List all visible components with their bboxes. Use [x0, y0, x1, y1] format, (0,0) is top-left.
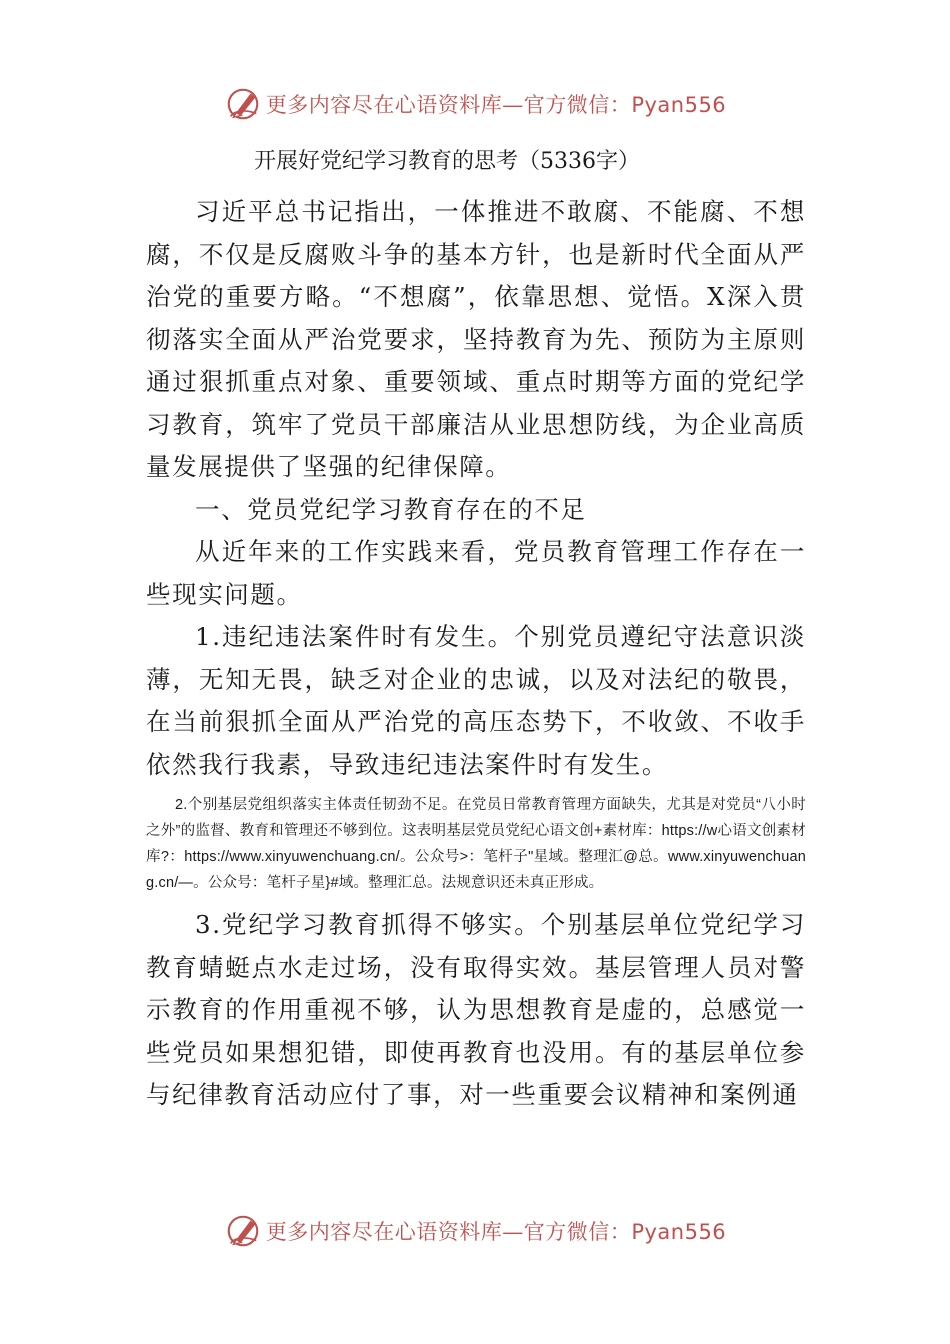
paragraph-item-2: 2.个别基层党组织落实主体责任韧劲不足。在党员日常教育管理方面缺失，尤其是对党员“八小时之外”的监督、教育和管理还不够到位。这表明基层党员党纪心语文创+素材库：https://w心语文创素材库?：https://www.xinyuwenchuang.cn/。公众号>：笔杆子"星域。整理汇@总。www.xinyuwenchuang.cn/—。公众号：笔杆子星}#域。整理汇总。法规意识还未真正形成。: [146, 797, 806, 891]
footer-banner: [0, 1211, 950, 1251]
pen-nib-logo-icon: [224, 1212, 262, 1250]
banner-text: 更多内容尽在心语资料库—官方微信：Pyan556: [265, 1220, 727, 1244]
header-banner: [0, 84, 950, 124]
paragraph-item-1: 1.违纪违法案件时有发生。个别党员遵纪守法意识淡薄，无知无畏，缺乏对企业的忠诚，以及对法纪的敬畏，在当前狠抓全面从严治党的高压态势下，不收敛、不收手依然我行我素，导致违纪违法案件时有发生。: [146, 622, 806, 779]
banner-wechat-id: Pyan556: [631, 93, 727, 117]
section-heading: 一、党员党纪学习教育存在的不足: [195, 494, 587, 524]
document-title: 开展好党纪学习教育的思考（5336字）: [254, 149, 640, 174]
banner-wechat-id: Pyan556: [631, 1220, 727, 1244]
paragraph-intro: 习近平总书记指出，一体推进不敢腐、不能腐、不想腐，不仅是反腐败斗争的基本方针，也是新时代全面从严治党的重要方略。“不想腐”，依靠思想、觉悟。X深入贯彻落实全面从严治党要求，坚持教育为先、预防为主原则通过狠抓重点对象、重要领域、重点时期等方面的党纪学习教育，筑牢了党员干部廉洁从业思想防线，为企业高质量发展提供了坚强的纪律保障。: [146, 197, 806, 481]
paragraph-item-3: 3.党纪学习教育抓得不够实。个别基层单位党纪学习教育蜻蜓点水走过场，没有取得实效。基层管理人员对警示教育的作用重视不够，认为思想教育是虚的，总感觉一些党员如果想犯错，即使再教育也没用。有的基层单位参与纪律教育活动应付了事，对一些重要会议精神和案例通: [146, 910, 806, 1109]
pen-nib-logo-icon: [224, 85, 262, 123]
paragraph-problems: 从近年来的工作实践来看，党员教育管理工作存在一些现实问题。: [146, 537, 806, 609]
banner-text: 更多内容尽在心语资料库—官方微信：Pyan556: [265, 93, 727, 117]
document-body: [146, 148, 806, 1117]
